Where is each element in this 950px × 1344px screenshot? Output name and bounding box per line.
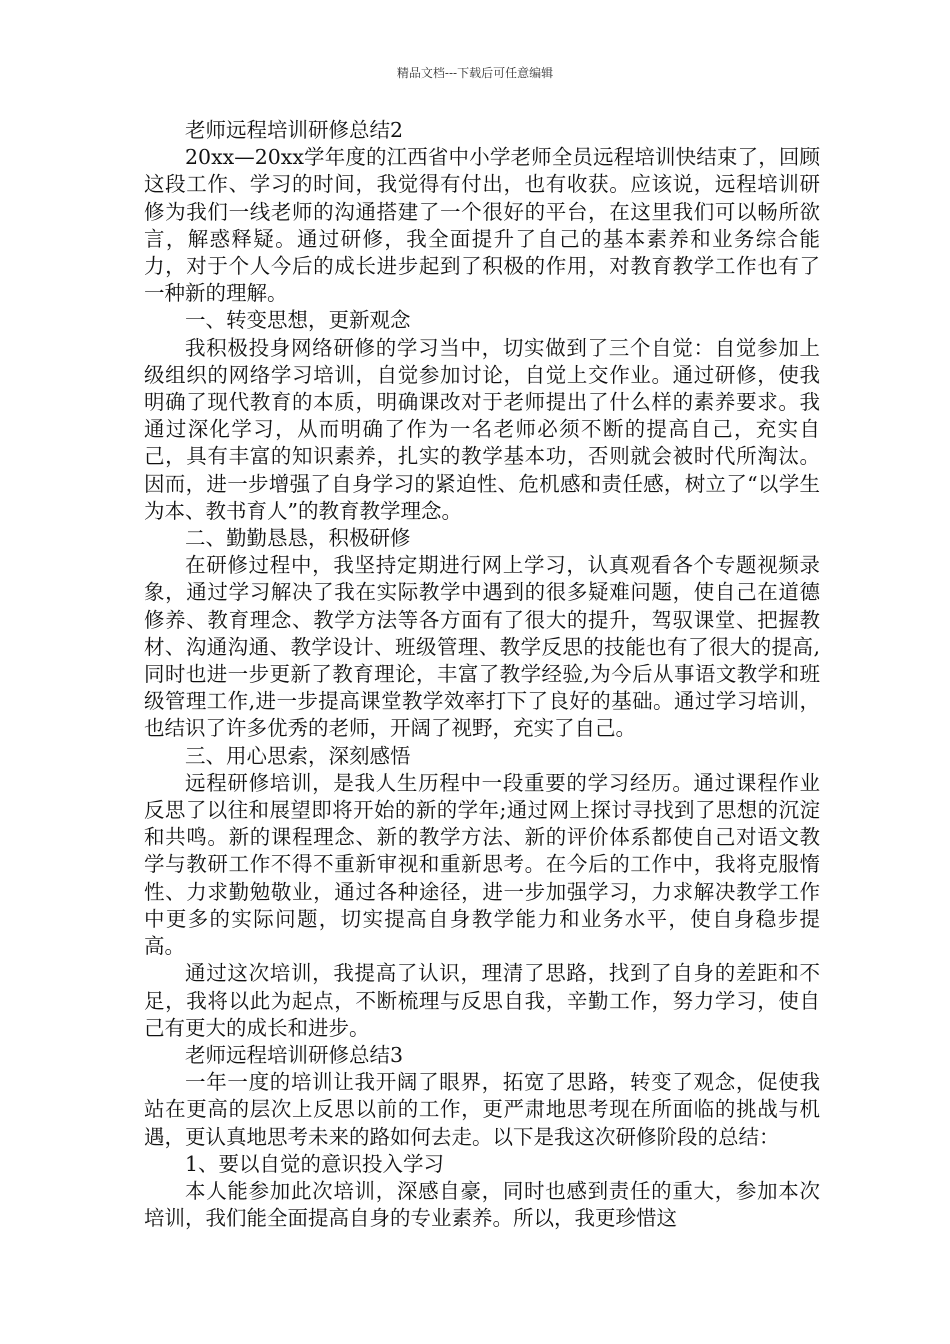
- paragraph: 在研修过程中，我坚持定期进行网上学习，认真观看各个专题视频录象，通过学习解决了我在实际教学中遇到的很多疑难问题，使自己在道德修养、教育理念、教学方法等各方面有了很大的提升，驾驭课堂、把握教材、沟通沟通、教学设计、班级管理、教学反思的技能也有了很大的提高,同时也进一步更新了教育理论，丰富了教学经验,为今后从事语文教学和班级管理工作,进一步提高课堂教学效率打下了良好的基础。通过学习培训，也结识了许多优秀的老师，开阔了视野，充实了自己。: [144, 553, 820, 741]
- section-heading: 三、用心思索，深刻感悟: [185, 743, 411, 768]
- paragraph: 我积极投身网络研修的学习当中，切实做到了三个自觉：自觉参加上级组织的网络学习培训，自觉参加讨论，自觉上交作业。通过研修，使我明确了现代教育的本质，明确课改对于老师提出了什么样的素养要求。我通过深化学习，从而明确了作为一名老师必须不断的提高自己，充实自己，具有丰富的知识素养，扎实的教学基本功，否则就会被时代所淘汰。因而，进一步增强了自身学习的紧迫性、危机感和责任感，树立了“以学生为本、教书育人”的教育教学理念。: [144, 335, 820, 523]
- section-title: 老师远程培训研修总结2: [185, 118, 404, 142]
- paragraph: 本人能参加此次培训，深感自豪，同时也感到责任的重大，参加本次培训，我们能全面提高自身的专业素养。所以，我更珍惜这: [144, 1178, 820, 1231]
- section-title: 老师远程培训研修总结3: [185, 1042, 404, 1067]
- paragraph: 一年一度的培训让我开阔了眼界，拓宽了思路，转变了观念，促使我站在更高的层次上反思以前的工作，更严肃地思考现在所面临的挑战与机遇，更认真地思考未来的路如何去走。以下是我这次研修阶段的总结：: [144, 1070, 820, 1149]
- document-body: [144, 117, 820, 1232]
- paragraph: 20xx—20xx学年度的江西省中小学老师全员远程培训快结束了，回顾这段工作、学习的时间，我觉得有付出，也有收获。应该说，远程培训研修为我们一线老师的沟通搭建了一个很好的平台，在这里我们可以畅所欲言，解惑释疑。通过研修，我全面提升了自己的基本素养和业务综合能力，对于个人今后的成长进步起到了积极的作用，对教育教学工作也有了一种新的理解。: [144, 145, 820, 306]
- paragraph: 远程研修培训，是我人生历程中一段重要的学习经历。通过课程作业反思了以往和展望即将开始的新的学年;通过网上探讨寻找到了思想的沉淀和共鸣。新的课程理念、新的教学方法、新的评价体系都使自己对语文教学与教研工作不得不重新审视和重新思考。在今后的工作中，我将克服惰性、力求勤勉敬业，通过各种途径，进一步加强学习，力求解决教学工作中更多的实际问题，切实提高自身教学能力和业务水平，使自身稳步提高。: [144, 770, 820, 959]
- section-heading: 一、转变思想，更新观念: [185, 308, 411, 333]
- paragraph: 通过这次培训，我提高了认识，理清了思路，找到了自身的差距和不足，我将以此为起点，不断梳理与反思自我，辛勤工作，努力学习，使自己有更大的成长和进步。: [144, 961, 820, 1040]
- page-header: 精品文档---下载后可任意编辑: [396, 66, 554, 80]
- section-heading: 二、勤勤恳恳，积极研修: [185, 526, 411, 551]
- section-heading: 1、要以自觉的意识投入学习: [185, 1151, 445, 1176]
